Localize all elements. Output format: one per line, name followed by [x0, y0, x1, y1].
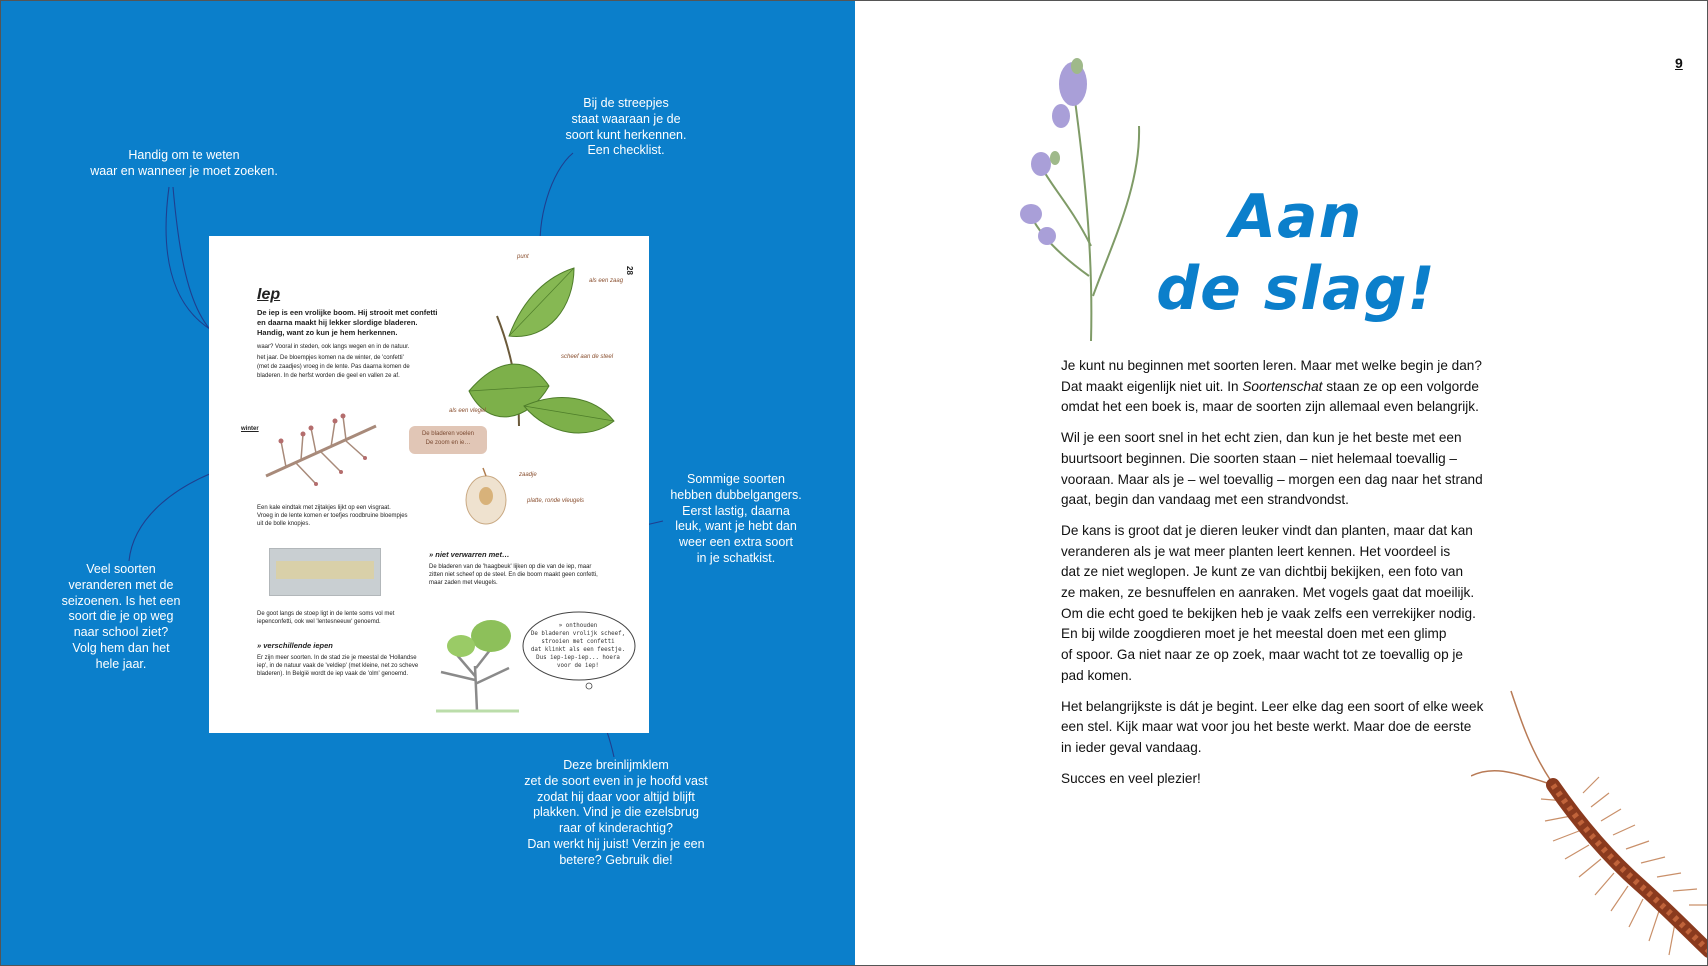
text-line: buurtsoort beginnen. Die soorten staan – niet helemaal toevallig – — [1061, 450, 1457, 466]
note-line: De zoom en ie… — [425, 440, 471, 446]
sample-line: en daarna maakt hij lekker slordige bladeren. — [257, 318, 418, 327]
sample-line: Er zijn meer soorten. In de stad zie je meestal de 'Hollandse — [257, 655, 417, 661]
sample-line: zitten niet scheef op de steel. En die boom maakt geen confetti, — [429, 572, 598, 578]
callout-line: Volg hem dan het — [72, 640, 170, 655]
note-line: De bladeren voelen — [421, 431, 475, 437]
callout-line: veranderen met de — [68, 577, 174, 592]
sample-note — [409, 426, 487, 454]
sample-where — [257, 342, 409, 352]
callout-line: staat waaraan je de — [571, 111, 681, 126]
text-line: Om die echt goed te bekijken heb je vaak zelfs een verrekijker nodig. — [1061, 605, 1476, 621]
callout-line: raar of kinderachtig? — [559, 821, 673, 836]
leaf-label: als een zaag — [589, 278, 624, 284]
callout-line: Bij de streepjes — [583, 96, 669, 110]
callout-line: soort die je op weg — [68, 609, 174, 624]
callout-line: naar school ziet? — [73, 625, 169, 640]
bubble-line: dat klinkt als een feestje. — [530, 647, 626, 653]
callout-doubles — [661, 472, 811, 567]
text-line: dat ze niet weglopen. Je kunt ze van dichtbij bekijken, een foto van — [1061, 564, 1464, 580]
sample-line: De iep is een vrolijke boom. Hij strooit met confetti — [257, 308, 438, 317]
paragraph — [1061, 428, 1521, 511]
text-line: Succes en veel plezier! — [1061, 770, 1201, 786]
page-headline — [1131, 181, 1461, 325]
callout-line: Sommige soorten — [687, 472, 785, 486]
callout-line: waar en wanneer je moet zoeken. — [90, 163, 278, 178]
paragraph — [1061, 356, 1521, 418]
winter-label: winter — [241, 426, 259, 432]
bubble-line: voor de iep! — [557, 663, 599, 669]
sample-line: Een kale eindtak met zijtakjes lijkt op een visgraat. — [257, 505, 391, 511]
text-line: Dat maakt eigenlijk niet uit. In Soortenschat staan ze op een volgorde — [1061, 378, 1479, 394]
sample-line: » niet verwarren met… — [429, 550, 510, 559]
headline-line: Aan — [1229, 182, 1363, 252]
callout-line: weer een extra soort — [679, 535, 793, 550]
bubble-line: strooien met confetti — [541, 639, 615, 645]
callout-line: in je schatkist. — [696, 550, 776, 565]
callout-line: plakken. Vind je die ezelsbrug — [533, 805, 699, 820]
callout-line: soort kunt herkennen. — [565, 127, 687, 142]
leaf-label: punt — [517, 254, 529, 260]
species-text — [257, 654, 418, 678]
leaf-label: scheef aan de steel — [561, 354, 614, 360]
leaf-label: als een vlegel — [449, 408, 486, 414]
text-line: in ieder geval vandaag. — [1061, 739, 1202, 755]
callout-where-when — [89, 148, 279, 180]
callout-checklist — [556, 96, 696, 159]
text-line: gaat, begin dan vandaag met een strandvondst. — [1061, 492, 1349, 508]
text-line: Het belangrijkste is dát je begint. Leer elke dag een soort of elke week — [1061, 698, 1484, 714]
sample-line: (met de zaadjes) vroeg in de lente. Pas daarna komen de — [257, 364, 410, 370]
sample-line: » verschillende iepen — [257, 641, 333, 650]
callout-line: Eerst lastig, daarna — [682, 503, 790, 518]
callout-line: hebben dubbelgangers. — [670, 487, 802, 502]
sample-line: iepenconfetti, ook wel 'lentesneeuw' genoemd. — [257, 619, 381, 625]
bubble-line: » onthouden — [558, 623, 598, 629]
left-page — [1, 1, 855, 966]
seed-label: zaadje — [519, 472, 537, 478]
confetti-gutter-illustration — [269, 548, 381, 596]
bubble-line: Dus iep-iep-iep... hoera — [536, 655, 620, 661]
callout-line: leuk, want je hebt dan — [675, 519, 797, 534]
sample-line: iep', in de natuur vaak de 'veldiep' (met kleine, net zo scheve — [257, 663, 419, 669]
callout-line: Veel soorten — [86, 562, 156, 576]
page-number: 9 — [1675, 55, 1683, 71]
bubble-line: De bladeren vrolijk scheef, — [530, 631, 626, 637]
callout-line: betere? Gebruik die! — [559, 852, 673, 867]
callout-line: Een checklist. — [587, 143, 665, 158]
callout-seasons — [51, 562, 191, 673]
text-line: veranderen als je wat meer planten leert kennen. Het voordeel is — [1061, 543, 1451, 559]
species-heading — [257, 641, 333, 651]
sample-page-title: Iep — [257, 286, 281, 303]
text-line: een stel. Kijk maar wat voor jou het beste werkt. Maar doe de eerste — [1061, 719, 1472, 735]
paragraph — [1061, 769, 1521, 790]
paragraph — [1061, 521, 1521, 687]
confuse-text — [429, 563, 598, 587]
book-title: Soortenschat — [1242, 378, 1323, 394]
paragraph — [1061, 697, 1521, 759]
sample-line: waar? Vooral in steden, ook langs wegen en in de natuur. — [257, 344, 410, 350]
sample-page-iep — [209, 236, 649, 733]
confetti-caption — [257, 610, 394, 626]
text-line: Je kunt nu beginnen met soorten leren. Maar met welke begin je dan? — [1061, 358, 1482, 373]
mnemonic-bubble — [523, 614, 633, 684]
sample-line: De bladeren van de 'haagbeuk' lijken op die van de iep, maar — [429, 564, 592, 570]
callout-line: Dan werkt hij juist! Verzin je een — [527, 836, 705, 851]
winter-twig-illustration — [261, 406, 381, 486]
sample-line: Vroeg in de lente komen er toefjes roodbruine bloempjes — [257, 513, 408, 519]
sample-line: Handig, want zo kun je hem herkennen. — [257, 328, 398, 337]
sample-line: maar zaden met vleugels. — [429, 580, 498, 586]
centipede-illustration — [1471, 681, 1708, 966]
text-line: vooraan. Maar als je – wel toevallig – morgen een dag naar het strand — [1061, 471, 1483, 487]
text-line: En bij wilde zoogdieren moet je het meestal doen met een glimp — [1061, 626, 1447, 642]
elm-seed-illustration — [461, 466, 511, 528]
callout-mnemonic — [521, 758, 711, 869]
sample-line: bladeren). In België wordt de iep vaak de 'olm' genoemd. — [257, 671, 409, 677]
callout-line: zet de soort even in je hoofd vast — [524, 773, 708, 788]
text-line: pad komen. — [1061, 667, 1133, 683]
callout-line: seizoenen. Is het een — [61, 593, 181, 608]
body-text — [1061, 356, 1521, 799]
text-line: of spoor. Ga niet naar ze op zoek, maar wacht tot ze toevallig op je — [1061, 647, 1463, 663]
elm-leaves-illustration — [409, 256, 629, 446]
headline-line: de slag! — [1156, 254, 1436, 324]
sample-line: uit de bolle knopjes. — [257, 521, 311, 527]
callout-line: hele jaar. — [95, 656, 147, 671]
callout-line: Handig om te weten — [128, 148, 240, 162]
sample-page-number: 28 — [625, 266, 634, 275]
sample-line: De goot langs de stoep ligt in de lente soms vol met — [257, 611, 395, 617]
callout-line: zodat hij daar voor altijd blijft — [537, 789, 695, 804]
confuse-heading — [429, 550, 509, 560]
twig-caption — [257, 504, 408, 528]
text-line: De kans is groot dat je dieren leuker vindt dan planten, maar dat kan — [1061, 522, 1473, 538]
callout-line: Deze breinlijmklem — [563, 758, 669, 772]
sample-when — [257, 354, 410, 381]
text-line: ze maken, ze besnuffelen en aanraken. Met vogels gaat dat moeilijk. — [1061, 585, 1475, 601]
text-line: omdat het een boek is, maar de soorten zijn allemaal even belangrijk. — [1061, 399, 1479, 415]
seed-label: platte, ronde vleugels — [527, 498, 585, 504]
elm-tree-illustration — [431, 606, 523, 716]
text-line: Wil je een soort snel in het echt zien, dan kun je het beste met een — [1061, 430, 1462, 446]
sample-line: het jaar. De bloempjes komen na de winter, de 'confetti' — [257, 355, 404, 361]
sample-line: bladeren. In de herfst worden die geel en vallen ze af. — [257, 373, 400, 379]
